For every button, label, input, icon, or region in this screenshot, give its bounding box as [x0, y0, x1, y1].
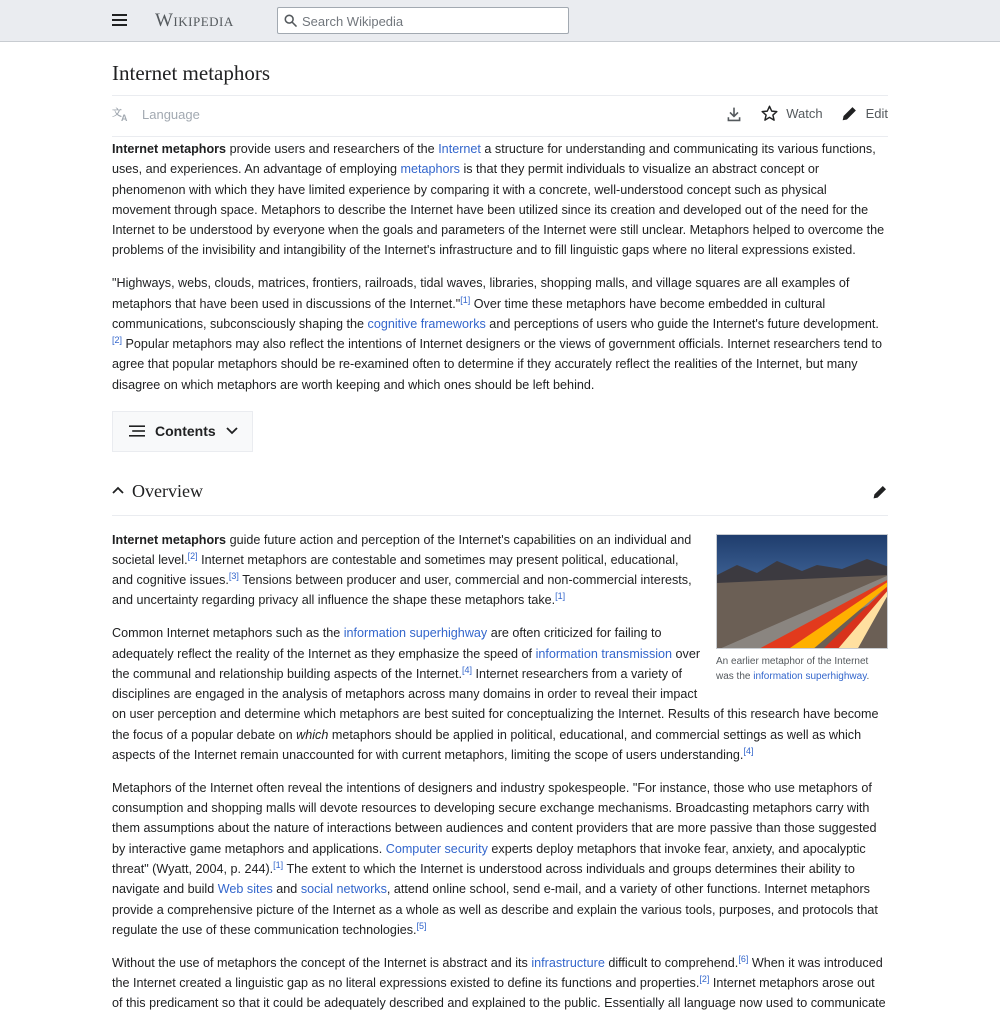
text: a structure for understanding and communicating its various functions, uses, and experiences. An advantage of employing: [112, 142, 876, 177]
search-box[interactable]: [277, 7, 569, 34]
page-actions: [726, 105, 888, 122]
text: Internet researchers from a variety of disciplines are engaged in the analysis of metaphors across many domains in order to reveal their impact on user perception and determine which metaphors are best suited for conceptualizing the Internet. Results of this research have become the focus of a popular debate on: [112, 666, 879, 742]
citation[interactable]: [1]: [273, 859, 284, 870]
text: metaphors should be applied in political, educational, and commercial settings as well as which aspects of the Internet remain unaccounted for with current metaphors, limiting the scope of users understanding.: [112, 727, 862, 763]
text: guide future action and perception of the Internet's capabilities on an individual and societal level.: [112, 532, 692, 567]
text: and perceptions of users who guide the Internet's future development.: [485, 316, 879, 331]
figure-caption: [716, 654, 888, 684]
text: is that they permit individuals to visualize an abstract concept or phenomenon with which they have limited experience by comparing it with a concrete, well-understood concept such as physical movement through space. Metaphors to describe the Internet have been utilized since its creation and developed out of the need for the Internet to be understood by everyone when the goals and parameters of the Internet were still unclear. Metaphors helped to overcome the problems of the invisibility and intangibility of the Internet's infrastructure and to fill linguistic gaps where no literal expressions existed.: [112, 162, 885, 258]
citation[interactable]: [6]: [738, 953, 749, 964]
text: Metaphors of the Internet often reveal the intentions of designers and industry spokespeople. "For instance, those who use metaphors of consumption and shopping malls will devote resources to developing secure exchange mechanisms. Broadcasting metaphors carry with them assumptions about the nature of interactions between audiences and content providers that are more passive than those suggested by interactive game metaphors and applications.: [112, 780, 877, 856]
link-internet[interactable]: Internet: [438, 142, 481, 156]
contents-toggle[interactable]: [112, 411, 253, 452]
edit-label: Edit: [865, 106, 888, 121]
language-button[interactable]: [112, 106, 200, 122]
text: When it was introduced the Internet created a linguistic gap as no literal expressions existed to define its functions and properties.: [112, 955, 883, 990]
text: Over time these metaphors have become embedded in cultural communications, subconsciously shaping the: [112, 296, 826, 331]
citation[interactable]: [4]: [743, 745, 754, 756]
chevron-up-icon: [112, 486, 124, 494]
text: .: [866, 670, 870, 682]
citation[interactable]: [2]: [112, 334, 123, 345]
highway-photo[interactable]: [716, 534, 888, 649]
section-title: Overview: [132, 480, 203, 501]
link-information-superhighway[interactable]: information superhighway: [343, 626, 488, 641]
search-input[interactable]: [300, 8, 564, 35]
text: "Highways, webs, clouds, matrices, frontiers, railroads, tidal waves, libraries, shopping malls, and village squares are all examples of metaphors that have been used in discussions of the Internet.": [112, 276, 850, 311]
search-icon: [284, 14, 297, 27]
text: Common Internet metaphors such as the: [112, 626, 344, 641]
contents-label: Contents: [155, 422, 216, 439]
toc-icon: [129, 424, 145, 438]
figure: [716, 534, 888, 684]
link-metaphors[interactable]: metaphors: [400, 162, 460, 177]
download-icon: [726, 106, 742, 122]
watch-label: Watch: [786, 106, 823, 121]
svg-text:文: 文: [112, 107, 122, 119]
citation[interactable]: [1]: [555, 591, 566, 602]
link-web-sites[interactable]: Web sites: [217, 882, 273, 897]
text: Popular metaphors may also reflect the intentions of Internet designers or the views of government officials. Internet researchers tend to agree that popular metaphors should be re-examined often to determine if they accurately reflect the realities of the Internet, but many disagree on which metaphors are worth keeping and which ones should be left behind.: [112, 337, 883, 392]
text: The extent to which the Internet is understood across individuals and groups determines their ability to navigate and build: [112, 862, 855, 897]
text: difficult to comprehend.: [604, 955, 739, 970]
link-information-superhighway[interactable]: information superhighway: [753, 670, 867, 682]
chevron-down-icon: [226, 427, 238, 435]
site-header: [0, 0, 1000, 42]
language-icon: [112, 106, 130, 122]
citation[interactable]: [4]: [462, 664, 473, 675]
article-body: [112, 139, 888, 1026]
text: experts deploy metaphors that invoke fear, anxiety, and apocalyptic threat" (Wyatt, 2004, p. 244).: [112, 841, 866, 877]
download-button[interactable]: [726, 106, 742, 122]
menu-icon[interactable]: [110, 10, 130, 30]
link-cognitive-frameworks[interactable]: cognitive frameworks: [367, 316, 486, 331]
bold-term: Internet metaphors: [112, 532, 227, 547]
wikipedia-wordmark[interactable]: Wikipedia: [155, 10, 234, 31]
text: over the communal and relationship building aspects of the Internet.: [112, 646, 701, 681]
text: An earlier metaphor of the Internet was the: [716, 655, 869, 682]
pencil-icon: [841, 105, 858, 122]
intro-paragraph-2: [112, 273, 888, 395]
link-social-networks[interactable]: social networks: [300, 882, 387, 897]
text: Internet metaphors are contestable and sometimes may present political, educational, and cognitive issues.: [112, 552, 679, 588]
citation[interactable]: [5]: [416, 920, 427, 931]
citation[interactable]: [2]: [187, 550, 198, 561]
svg-text:A: A: [121, 113, 128, 122]
citation[interactable]: [1]: [460, 294, 471, 305]
overview-paragraph-4: [112, 953, 888, 1014]
star-icon: [761, 105, 778, 122]
link-infrastructure[interactable]: infrastructure: [531, 955, 605, 970]
citation[interactable]: [2]: [699, 973, 710, 984]
text: , attend online school, send e-mail, and a variety of other functions. Internet metaphors provide a comprehensive picture of the Internet as a whole as well as describe and explain the various tools, purposes, and protocols that regulate the use of these communication technologies.: [112, 882, 878, 937]
link-computer-security[interactable]: Computer security: [385, 841, 488, 856]
watch-button[interactable]: [761, 105, 822, 122]
intro-paragraph-1: [112, 139, 888, 261]
link-information-transmission[interactable]: information transmission: [535, 646, 673, 661]
language-label: Language: [142, 106, 200, 122]
text: provide users and researchers of the: [226, 142, 439, 156]
pencil-icon[interactable]: [872, 484, 888, 500]
text: Tensions between producer and user, commercial and non-commercial interests, and uncertainty regarding privacy all influence the shape these metaphors take.: [112, 573, 692, 608]
text: Without the use of metaphors the concept of the Internet is abstract and its: [112, 955, 532, 970]
text: are often criticized for failing to adequately reflect the reality of the Internet as they emphasize the speed of: [112, 626, 662, 661]
text: Internet metaphors arose out of this predicament so that it could be adequately described and explained to the public. Essentially all language now used to communicate: [112, 976, 886, 1011]
highway-image: [717, 535, 888, 649]
page-title: Internet metaphors: [112, 61, 271, 85]
emphasis: which: [296, 727, 329, 742]
text: and: [272, 882, 301, 897]
edit-button[interactable]: [841, 105, 888, 122]
overview-paragraph-3: [112, 778, 888, 940]
section-heading-overview[interactable]: [112, 478, 888, 516]
citation[interactable]: [3]: [228, 570, 239, 581]
bold-term: Internet metaphors: [112, 142, 227, 156]
page-actions-bar: [112, 95, 888, 137]
